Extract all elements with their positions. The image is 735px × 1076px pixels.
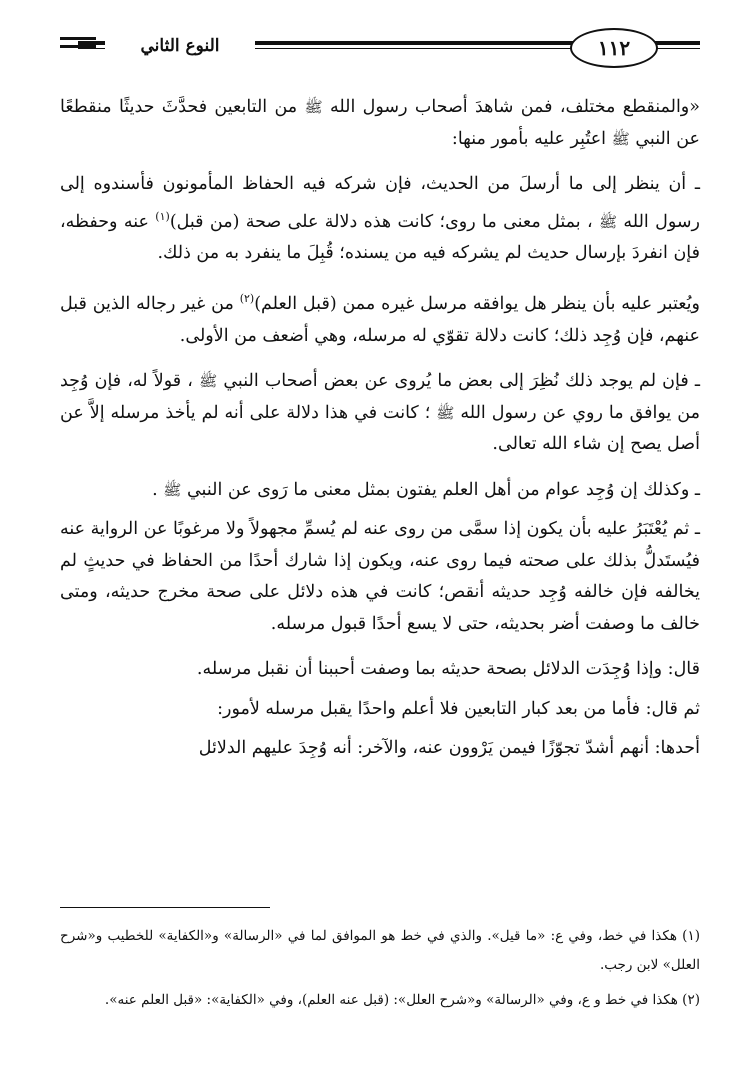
- paragraph-1: «والمنقطع مختلف، فمن شاهدَ أصحاب رسول الله ﷺ من التابعين فحدَّثَ حديثًا منقطعًا عن النبي ﷺ اعتُبِر عليه بأمور منها:: [60, 97, 700, 149]
- footnote-1: (١) هكذا في خط، وفي ع: «ما قيل». والذي في خط هو الموافق لما في «الرسالة» و«الكفاية» للخطيب و«شرح العلل» لابن رجب.: [60, 928, 700, 973]
- footnote-2: (٢) هكذا في خط و ع، وفي «الرسالة» و«شرح العلل»: (قبل عنه العلم)، وفي «الكفاية»: «قبل العلم عنه».: [104, 992, 700, 1008]
- footnote-ref-2: (٢): [239, 292, 255, 306]
- page-number: ١١٢: [570, 28, 658, 68]
- paragraph-6: ـ ثم يُعْتَبَرُ عليه بأن يكون إذا سمَّى من روى عنه لم يُسمِّ مجهولاً ولا مرغوبًا عن الرواية عنه فيُستَدلُّ بذلك على صحته فيما روى عنه، ويكون إذا شارك أحدًا من الحفاظ في حديثٍ لم يخالفه فإن خالفه وُجِد حديثه أنقص؛ كانت في هذه دلائل على صحة مخرج حديثه، ومتى خالف ما وصفت أضر بحديثه، حتى لا يسع أحدًا قبول مرسله.: [60, 519, 700, 634]
- salutation-glyph: ﷺ: [199, 372, 218, 391]
- main-text: [60, 92, 700, 773]
- salutation-glyph: ﷺ: [304, 98, 323, 116]
- paragraph-7: قال: وإذا وُجِدَت الدلائل بصحة حديثه بما وصفت أحببنا أن نقبل مرسله.: [196, 659, 700, 680]
- page-header: [60, 22, 700, 72]
- header-dash-ornament: [60, 37, 96, 53]
- paragraph-9: أحدها: أنهم أشدّ تجوّزًا فيمن يَرْوون عنه، والآخر: أنه وُجِدَ عليهم الدلائل: [198, 738, 700, 759]
- paragraph-4: ـ فإن لم يوجد ذلك نُظِرَ إلى بعض ما يُروى عن بعض أصحاب النبي ﷺ ، قولاً له، فإن وُجِد من يوافق ما روي عن رسول الله ﷺ ؛ كانت في هذا دلالة على أنه لم يأخذ مرسله إلاَّ عن أصل يصح إن شاء الله تعالى.: [60, 371, 700, 455]
- footnote-ref-1: (١): [155, 209, 170, 223]
- salutation-glyph: ﷺ: [163, 480, 182, 499]
- paragraph-8: ثم قال: فأما من بعد كبار التابعين فلا أعلم واحدًا يقبل مرسله لأمور:: [217, 698, 700, 719]
- chapter-title: النوع الثاني: [105, 32, 255, 60]
- salutation-glyph: ﷺ: [611, 129, 630, 148]
- paragraph-3: ويُعتبر عليه بأن ينظر هل يوافقه مرسل غيره ممن (قبل العلم)$^{(٢)}$ من غير رجاله الذين قبل عنهم، فإن وُجِد ذلك؛ كانت دلالة تقوّي له مرسله، وهي أضعف من الأولى.: [60, 292, 700, 346]
- paragraph-2: ـ أن ينظر إلى ما أرسلَ من الحديث، فإن شركه فيه الحفاظ المأمونون فأسندوه إلى رسول الله ﷺ ، بمثل معنى ما روى؛ كانت هذه دلالة على صحة (من قبل)$^{(١)}$ عنه وحفظه، فإن انفردَ بإرسال حديث لم يشركه فيه من يسنده؛ قُبِلَ ما ينفرد به من ذلك.: [60, 174, 700, 263]
- footnote-separator: [60, 907, 270, 908]
- salutation-glyph: ﷺ: [436, 403, 455, 422]
- paragraph-5: ـ وكذلك إن وُجِد عوام من أهل العلم يفتون بمثل معنى ما رَوى عن النبي ﷺ .: [152, 479, 700, 500]
- footnotes: [60, 922, 700, 1021]
- salutation-glyph: ﷺ: [598, 212, 618, 231]
